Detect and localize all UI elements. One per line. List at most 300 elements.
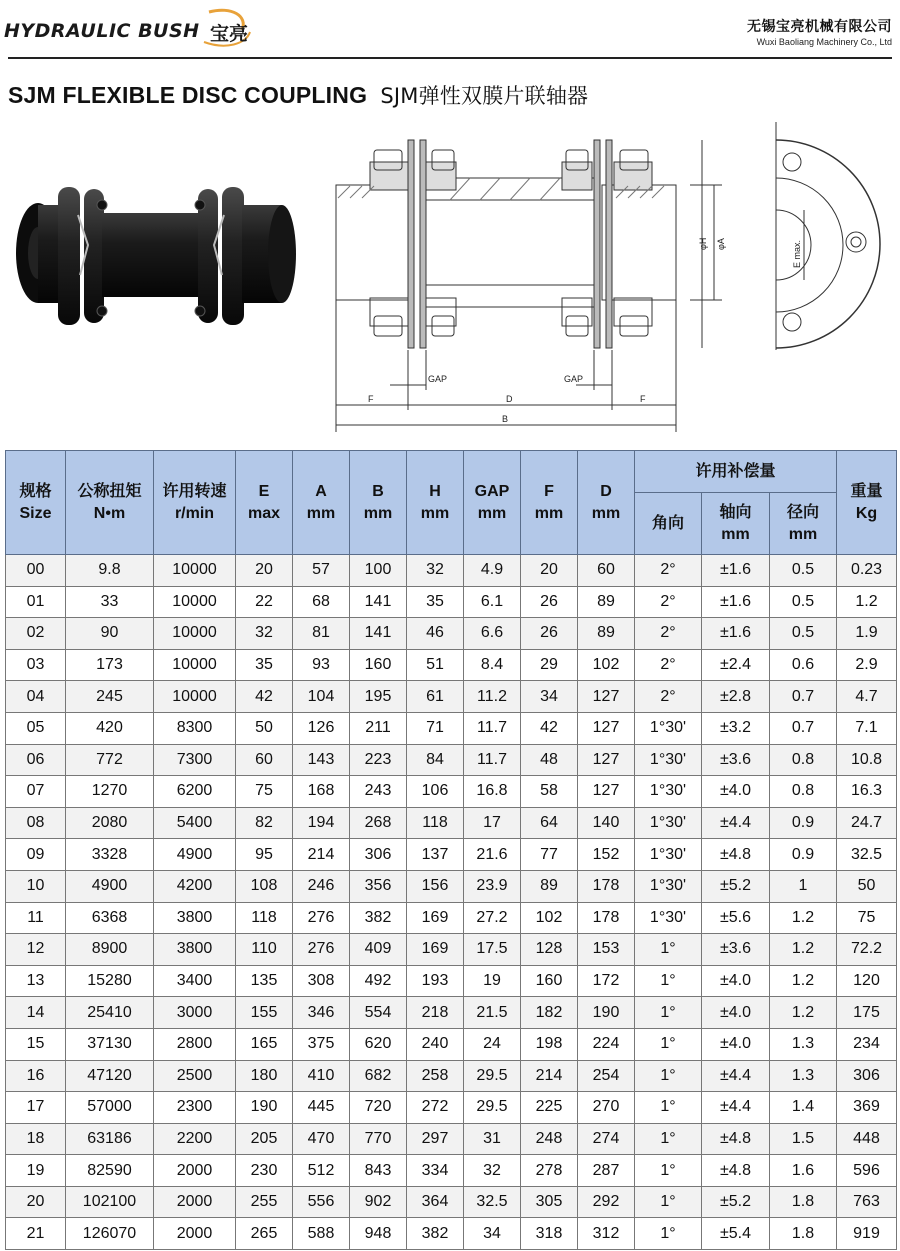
table-cell: 265 <box>236 1218 293 1250</box>
table-cell: 1°30' <box>635 744 702 776</box>
table-cell: 160 <box>350 649 407 681</box>
table-cell: 32 <box>236 618 293 650</box>
table-row <box>6 586 897 618</box>
table-cell: 334 <box>407 1155 464 1187</box>
table-cell: 195 <box>350 681 407 713</box>
table-cell: 0.5 <box>770 586 837 618</box>
table-cell: 554 <box>350 997 407 1029</box>
table-row <box>6 1218 897 1250</box>
header-a: A mm <box>293 451 350 555</box>
table-cell: 318 <box>521 1218 578 1250</box>
table-cell: 682 <box>350 1060 407 1092</box>
table-cell: 382 <box>350 902 407 934</box>
table-cell: 16.3 <box>837 776 897 808</box>
table-cell: 11.2 <box>464 681 521 713</box>
table-cell: 06 <box>6 744 66 776</box>
table-cell: 81 <box>293 618 350 650</box>
header-weight: 重量 Kg <box>837 451 897 555</box>
spec-table <box>5 450 897 1250</box>
table-cell: 104 <box>293 681 350 713</box>
table-cell: 364 <box>407 1186 464 1218</box>
title-cn: SJM弹性双膜片联轴器 <box>380 84 589 108</box>
table-cell: ±4.0 <box>702 965 770 997</box>
table-cell: 1°30' <box>635 776 702 808</box>
table-cell: 35 <box>407 586 464 618</box>
table-cell: 33 <box>66 586 154 618</box>
table-cell: 246 <box>293 870 350 902</box>
table-cell: 230 <box>236 1155 293 1187</box>
table-cell: 2.9 <box>837 649 897 681</box>
table-cell: 127 <box>578 681 635 713</box>
table-cell: 20 <box>6 1186 66 1218</box>
table-cell: 211 <box>350 712 407 744</box>
table-cell: 32.5 <box>837 839 897 871</box>
table-cell: 60 <box>236 744 293 776</box>
table-cell: 01 <box>6 586 66 618</box>
table-cell: 95 <box>236 839 293 871</box>
table-cell: 84 <box>407 744 464 776</box>
table-cell: 6368 <box>66 902 154 934</box>
table-cell: 102 <box>521 902 578 934</box>
table-cell: 11.7 <box>464 712 521 744</box>
table-cell: ±4.4 <box>702 807 770 839</box>
table-cell: 2000 <box>154 1155 236 1187</box>
table-cell: 00 <box>6 555 66 587</box>
table-cell: 24 <box>464 1028 521 1060</box>
table-cell: 14 <box>6 997 66 1029</box>
table-cell: 169 <box>407 902 464 934</box>
table-cell: 11 <box>6 902 66 934</box>
table-cell: 106 <box>407 776 464 808</box>
header-f: F mm <box>521 451 578 555</box>
table-cell: 8900 <box>66 934 154 966</box>
table-cell: 5400 <box>154 807 236 839</box>
table-cell: 198 <box>521 1028 578 1060</box>
table-cell: 0.7 <box>770 712 837 744</box>
table-cell: 1° <box>635 934 702 966</box>
brand-logo <box>4 6 264 50</box>
table-cell: 89 <box>578 586 635 618</box>
header-gap: GAP mm <box>464 451 521 555</box>
table-cell: ±4.8 <box>702 839 770 871</box>
table-cell: 223 <box>350 744 407 776</box>
table-cell: 31 <box>464 1123 521 1155</box>
table-cell: 20 <box>236 555 293 587</box>
table-cell: 108 <box>236 870 293 902</box>
table-cell: 1° <box>635 1123 702 1155</box>
table-cell: 75 <box>837 902 897 934</box>
table-row <box>6 870 897 902</box>
table-cell: 1.2 <box>770 934 837 966</box>
table-row <box>6 997 897 1029</box>
table-cell: 29.5 <box>464 1092 521 1124</box>
table-cell: 1.5 <box>770 1123 837 1155</box>
table-cell: 19 <box>464 965 521 997</box>
table-cell: 102100 <box>66 1186 154 1218</box>
table-cell: 306 <box>350 839 407 871</box>
table-cell: ±5.2 <box>702 870 770 902</box>
table-cell: 178 <box>578 902 635 934</box>
table-cell: 168 <box>293 776 350 808</box>
table-cell: 948 <box>350 1218 407 1250</box>
table-cell: 137 <box>407 839 464 871</box>
table-cell: 12 <box>6 934 66 966</box>
table-cell: 155 <box>236 997 293 1029</box>
dim-e-max: E max. <box>792 239 802 268</box>
table-cell: ±3.2 <box>702 712 770 744</box>
table-cell: 118 <box>407 807 464 839</box>
table-row <box>6 1123 897 1155</box>
table-row <box>6 807 897 839</box>
table-cell: 272 <box>407 1092 464 1124</box>
table-cell: 118 <box>236 902 293 934</box>
table-cell: 4.9 <box>464 555 521 587</box>
table-cell: ±5.6 <box>702 902 770 934</box>
table-cell: 17.5 <box>464 934 521 966</box>
table-cell: 05 <box>6 712 66 744</box>
table-cell: ±4.0 <box>702 1028 770 1060</box>
table-cell: 297 <box>407 1123 464 1155</box>
table-cell: 173 <box>66 649 154 681</box>
header-divider <box>8 57 892 59</box>
header-h: H mm <box>407 451 464 555</box>
page-header <box>0 0 900 60</box>
table-cell: 34 <box>464 1218 521 1250</box>
table-cell: 64 <box>521 807 578 839</box>
table-cell: ±4.0 <box>702 776 770 808</box>
table-cell: 24.7 <box>837 807 897 839</box>
table-cell: 214 <box>293 839 350 871</box>
table-cell: 190 <box>236 1092 293 1124</box>
table-cell: 2300 <box>154 1092 236 1124</box>
table-cell: 10 <box>6 870 66 902</box>
table-cell: 225 <box>521 1092 578 1124</box>
table-cell: 141 <box>350 586 407 618</box>
table-cell: 175 <box>837 997 897 1029</box>
table-cell: 919 <box>837 1218 897 1250</box>
table-cell: 254 <box>578 1060 635 1092</box>
dim-d: D <box>506 394 513 404</box>
table-cell: 1° <box>635 1092 702 1124</box>
table-cell: 141 <box>350 618 407 650</box>
table-cell: 243 <box>350 776 407 808</box>
table-cell: ±3.6 <box>702 744 770 776</box>
table-cell: 51 <box>407 649 464 681</box>
table-cell: ±1.6 <box>702 618 770 650</box>
table-cell: 1° <box>635 1218 702 1250</box>
table-cell: 274 <box>578 1123 635 1155</box>
table-cell: 6.1 <box>464 586 521 618</box>
dim-gap-left: GAP <box>428 374 448 384</box>
table-cell: 292 <box>578 1186 635 1218</box>
table-cell: 63186 <box>66 1123 154 1155</box>
table-cell: 420 <box>66 712 154 744</box>
table-cell: 09 <box>6 839 66 871</box>
table-cell: 9.8 <box>66 555 154 587</box>
table-cell: 4900 <box>154 839 236 871</box>
table-cell: 224 <box>578 1028 635 1060</box>
table-row <box>6 618 897 650</box>
table-cell: 763 <box>837 1186 897 1218</box>
table-cell: 93 <box>293 649 350 681</box>
table-cell: 0.9 <box>770 807 837 839</box>
table-cell: 0.8 <box>770 744 837 776</box>
table-cell: 0.5 <box>770 555 837 587</box>
company-name-cn: 无锡宝亮机械有限公司 <box>747 19 892 35</box>
table-cell: 588 <box>293 1218 350 1250</box>
table-cell: ±4.4 <box>702 1092 770 1124</box>
table-cell: ±3.6 <box>702 934 770 966</box>
table-cell: 37130 <box>66 1028 154 1060</box>
table-cell: 772 <box>66 744 154 776</box>
table-cell: 46 <box>407 618 464 650</box>
logo-text: HYDRAULIC BUSH <box>4 20 200 42</box>
table-cell: 445 <box>293 1092 350 1124</box>
table-cell: 306 <box>837 1060 897 1092</box>
table-cell: 102 <box>578 649 635 681</box>
table-cell: 32 <box>407 555 464 587</box>
table-cell: 1°30' <box>635 839 702 871</box>
table-cell: 1.2 <box>837 586 897 618</box>
table-cell: 15280 <box>66 965 154 997</box>
table-cell: 110 <box>236 934 293 966</box>
table-cell: 287 <box>578 1155 635 1187</box>
logo-cn-text: 宝亮 <box>210 23 249 45</box>
table-cell: 2800 <box>154 1028 236 1060</box>
table-cell: 0.5 <box>770 618 837 650</box>
table-cell: 276 <box>293 902 350 934</box>
dim-gap-right: GAP <box>564 374 584 384</box>
table-cell: 169 <box>407 934 464 966</box>
table-cell: 140 <box>578 807 635 839</box>
table-cell: 32.5 <box>464 1186 521 1218</box>
table-row <box>6 934 897 966</box>
table-row <box>6 965 897 997</box>
table-cell: 178 <box>578 870 635 902</box>
table-cell: 180 <box>236 1060 293 1092</box>
table-cell: 120 <box>837 965 897 997</box>
table-cell: 190 <box>578 997 635 1029</box>
table-cell: 1 <box>770 870 837 902</box>
table-cell: 218 <box>407 997 464 1029</box>
table-cell: 10000 <box>154 681 236 713</box>
table-cell: 42 <box>236 681 293 713</box>
table-cell: 409 <box>350 934 407 966</box>
table-cell: 1° <box>635 1028 702 1060</box>
table-cell: 770 <box>350 1123 407 1155</box>
table-cell: 82 <box>236 807 293 839</box>
dim-phi-h: φH <box>698 237 708 250</box>
table-cell: 35 <box>236 649 293 681</box>
header-size: 规格 Size <box>6 451 66 555</box>
table-cell: 13 <box>6 965 66 997</box>
title-en: SJM FLEXIBLE DISC COUPLING <box>8 82 368 108</box>
table-cell: 22 <box>236 586 293 618</box>
table-cell: 10000 <box>154 618 236 650</box>
table-cell: 26 <box>521 618 578 650</box>
table-cell: 356 <box>350 870 407 902</box>
table-cell: 27.2 <box>464 902 521 934</box>
table-cell: 17 <box>464 807 521 839</box>
table-cell: 1°30' <box>635 902 702 934</box>
table-cell: 21.6 <box>464 839 521 871</box>
table-cell: 720 <box>350 1092 407 1124</box>
table-cell: 29 <box>521 649 578 681</box>
table-cell: 3800 <box>154 934 236 966</box>
table-cell: 276 <box>293 934 350 966</box>
table-cell: 2° <box>635 649 702 681</box>
header-radial: 径向 mm <box>770 493 837 555</box>
table-cell: 10000 <box>154 555 236 587</box>
table-cell: 57000 <box>66 1092 154 1124</box>
table-row <box>6 712 897 744</box>
table-cell: ±5.2 <box>702 1186 770 1218</box>
table-row <box>6 555 897 587</box>
table-cell: 3400 <box>154 965 236 997</box>
table-cell: 214 <box>521 1060 578 1092</box>
dim-f-left: F <box>368 394 374 404</box>
table-cell: ±2.4 <box>702 649 770 681</box>
table-cell: 135 <box>236 965 293 997</box>
header-compensation: 许用补偿量 <box>635 451 837 493</box>
table-cell: 160 <box>521 965 578 997</box>
table-row <box>6 776 897 808</box>
table-row <box>6 839 897 871</box>
table-cell: 15 <box>6 1028 66 1060</box>
table-cell: 245 <box>66 681 154 713</box>
table-cell: 100 <box>350 555 407 587</box>
table-cell: 89 <box>578 618 635 650</box>
table-cell: 620 <box>350 1028 407 1060</box>
table-cell: 1.8 <box>770 1186 837 1218</box>
table-cell: 248 <box>521 1123 578 1155</box>
table-cell: 2080 <box>66 807 154 839</box>
table-cell: 153 <box>578 934 635 966</box>
table-cell: 0.9 <box>770 839 837 871</box>
table-cell: 17 <box>6 1092 66 1124</box>
table-cell: 182 <box>521 997 578 1029</box>
table-cell: 2500 <box>154 1060 236 1092</box>
table-cell: 193 <box>407 965 464 997</box>
table-cell: 165 <box>236 1028 293 1060</box>
table-cell: 16 <box>6 1060 66 1092</box>
table-cell: 04 <box>6 681 66 713</box>
table-cell: 0.8 <box>770 776 837 808</box>
table-cell: 1° <box>635 965 702 997</box>
table-cell: 346 <box>293 997 350 1029</box>
table-cell: 312 <box>578 1218 635 1250</box>
table-row <box>6 1155 897 1187</box>
table-cell: 3328 <box>66 839 154 871</box>
table-cell: 448 <box>837 1123 897 1155</box>
table-cell: 375 <box>293 1028 350 1060</box>
table-cell: 10000 <box>154 586 236 618</box>
table-cell: 89 <box>521 870 578 902</box>
table-cell: ±4.0 <box>702 997 770 1029</box>
table-cell: 2° <box>635 586 702 618</box>
table-cell: 470 <box>293 1123 350 1155</box>
table-cell: 1.2 <box>770 997 837 1029</box>
table-cell: 20 <box>521 555 578 587</box>
header-d: D mm <box>578 451 635 555</box>
table-cell: 8.4 <box>464 649 521 681</box>
table-cell: 268 <box>350 807 407 839</box>
table-cell: 234 <box>837 1028 897 1060</box>
table-cell: 156 <box>407 870 464 902</box>
company-block <box>747 16 892 47</box>
table-cell: 3800 <box>154 902 236 934</box>
table-cell: 6200 <box>154 776 236 808</box>
table-cell: 1° <box>635 1155 702 1187</box>
table-cell: 902 <box>350 1186 407 1218</box>
table-cell: 02 <box>6 618 66 650</box>
table-cell: 1.6 <box>770 1155 837 1187</box>
table-cell: 369 <box>837 1092 897 1124</box>
dim-f-right: F <box>640 394 646 404</box>
table-cell: 255 <box>236 1186 293 1218</box>
table-cell: 258 <box>407 1060 464 1092</box>
table-cell: 305 <box>521 1186 578 1218</box>
dim-phi-a: φA <box>716 238 726 250</box>
table-cell: 1° <box>635 1060 702 1092</box>
header-angle: 角向 <box>635 493 702 555</box>
table-cell: 72.2 <box>837 934 897 966</box>
table-cell: 7.1 <box>837 712 897 744</box>
table-cell: 2200 <box>154 1123 236 1155</box>
table-cell: 71 <box>407 712 464 744</box>
table-cell: ±2.8 <box>702 681 770 713</box>
header-e: E max <box>236 451 293 555</box>
table-cell: 127 <box>578 776 635 808</box>
table-cell: 29.5 <box>464 1060 521 1092</box>
table-cell: 26 <box>521 586 578 618</box>
table-cell: 1.9 <box>837 618 897 650</box>
table-cell: 25410 <box>66 997 154 1029</box>
table-cell: 3000 <box>154 997 236 1029</box>
table-cell: 32 <box>464 1155 521 1187</box>
table-cell: 7300 <box>154 744 236 776</box>
table-cell: 127 <box>578 744 635 776</box>
table-cell: 205 <box>236 1123 293 1155</box>
table-cell: 75 <box>236 776 293 808</box>
table-cell: 1°30' <box>635 870 702 902</box>
table-cell: 34 <box>521 681 578 713</box>
page-title <box>8 80 588 110</box>
table-row <box>6 1186 897 1218</box>
table-cell: 60 <box>578 555 635 587</box>
table-cell: 1°30' <box>635 807 702 839</box>
table-cell: 4200 <box>154 870 236 902</box>
table-cell: 21 <box>6 1218 66 1250</box>
table-cell: 8300 <box>154 712 236 744</box>
table-cell: 68 <box>293 586 350 618</box>
table-cell: 843 <box>350 1155 407 1187</box>
table-cell: 4.7 <box>837 681 897 713</box>
table-cell: ±4.8 <box>702 1155 770 1187</box>
table-cell: 0.23 <box>837 555 897 587</box>
table-cell: 82590 <box>66 1155 154 1187</box>
table-cell: 1270 <box>66 776 154 808</box>
dim-b: B <box>502 414 509 424</box>
table-cell: 2000 <box>154 1218 236 1250</box>
table-cell: 11.7 <box>464 744 521 776</box>
table-cell: 308 <box>293 965 350 997</box>
company-name-en: Wuxi Baoliang Machinery Co., Ltd <box>756 37 892 47</box>
table-cell: 492 <box>350 965 407 997</box>
table-cell: 19 <box>6 1155 66 1187</box>
table-body <box>6 555 897 1250</box>
table-cell: 1°30' <box>635 712 702 744</box>
